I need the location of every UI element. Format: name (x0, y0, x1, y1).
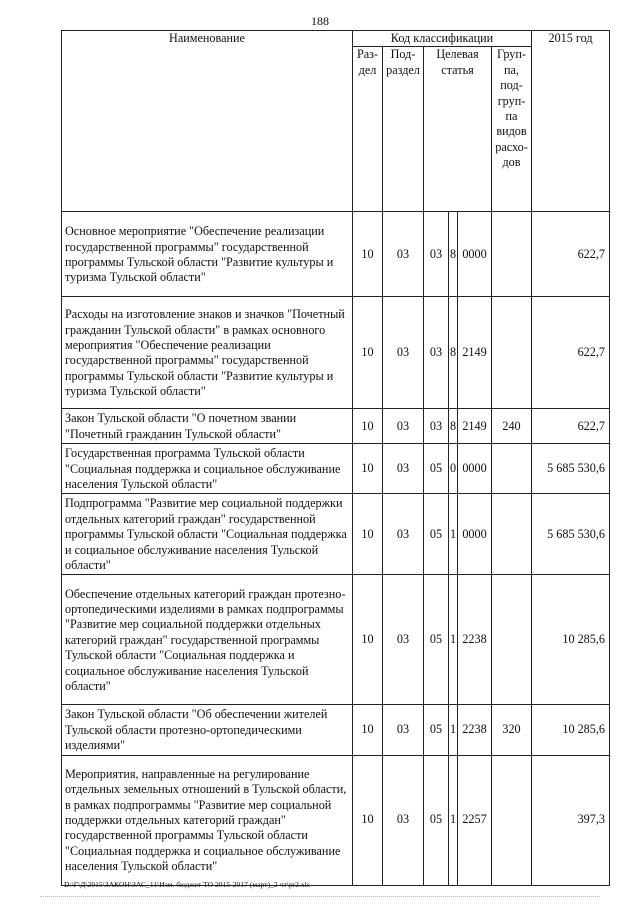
row-amount: 5 685 530,6 (532, 494, 610, 575)
footer-file-path: D:\Г\Д\2015\ЗАКОН\ЗАС_11\Изм. бюджет ТО 2015-2017 (март)_2 чт\pr2.xls (64, 880, 310, 889)
row-cs-code: 2149 (458, 297, 492, 409)
row-podrazdel: 03 (383, 409, 424, 444)
header-expense-group: Груп- па, под- груп- па видов расхо- дов (492, 47, 532, 212)
row-cs-code: 0000 (458, 494, 492, 575)
scan-artifact-line (40, 896, 600, 898)
row-cs-program: 03 (424, 297, 449, 409)
row-name: Государственная программа Тульской области "Социальная поддержка и социальное обслуживание населения Тульской области" (62, 444, 353, 494)
row-name: Основное мероприятие "Обеспечение реализации государственной программы" государственной программы Тульской области "Развитие культуры и туризма Тульской области" (62, 212, 353, 297)
row-name: Мероприятия, направленные на регулирование отдельных земельных отношений в Тульской области, в рамках подпрограммы "Развитие мер социальной поддержки отдельных категорий граждан" государственной программы Тульской области "Социальная поддержка и социальное обслуживание населения Тульской области" (62, 755, 353, 885)
row-cs-program: 03 (424, 409, 449, 444)
row-amount: 622,7 (532, 409, 610, 444)
row-cs-sub: 0 (449, 444, 458, 494)
row-amount: 622,7 (532, 297, 610, 409)
row-cs-sub: 1 (449, 705, 458, 755)
row-cs-code: 0000 (458, 444, 492, 494)
row-amount: 5 685 530,6 (532, 444, 610, 494)
header-subsection: Под- раздел (383, 47, 424, 212)
row-cs-sub: 1 (449, 575, 458, 705)
row-amount: 10 285,6 (532, 705, 610, 755)
table-row (62, 297, 610, 409)
row-amount: 397,3 (532, 755, 610, 885)
row-cs-program: 03 (424, 212, 449, 297)
row-razdel: 10 (353, 494, 383, 575)
header-year: 2015 год (532, 31, 610, 212)
header-classification-code: Код классификации (353, 31, 532, 47)
row-cs-sub: 8 (449, 212, 458, 297)
row-podrazdel: 03 (383, 575, 424, 705)
row-podrazdel: 03 (383, 297, 424, 409)
row-cs-code: 2149 (458, 409, 492, 444)
row-podrazdel: 03 (383, 212, 424, 297)
row-cs-program: 05 (424, 755, 449, 885)
row-vid (492, 444, 532, 494)
row-podrazdel: 03 (383, 705, 424, 755)
table-row (62, 575, 610, 705)
row-cs-code: 2257 (458, 755, 492, 885)
header-target-article: Целевая статья (424, 47, 492, 212)
row-cs-program: 05 (424, 494, 449, 575)
row-cs-program: 05 (424, 575, 449, 705)
row-razdel: 10 (353, 444, 383, 494)
row-cs-code: 2238 (458, 705, 492, 755)
row-vid (492, 297, 532, 409)
row-amount: 10 285,6 (532, 575, 610, 705)
row-cs-code: 2238 (458, 575, 492, 705)
row-vid (492, 575, 532, 705)
table-row (62, 494, 610, 575)
page-number: 188 (311, 14, 329, 28)
row-cs-program: 05 (424, 705, 449, 755)
header-section: Раз- дел (353, 47, 383, 212)
row-podrazdel: 03 (383, 494, 424, 575)
budget-table (61, 30, 610, 886)
row-name: Подпрограмма "Развитие мер социальной поддержки отдельных категорий граждан" государственной программы Тульской области "Социальная поддержка и социальное обслуживание населения Тульской области" (62, 494, 353, 575)
row-vid: 320 (492, 705, 532, 755)
row-amount: 622,7 (532, 212, 610, 297)
row-razdel: 10 (353, 705, 383, 755)
row-vid (492, 494, 532, 575)
table-row (62, 705, 610, 755)
row-razdel: 10 (353, 409, 383, 444)
row-cs-sub: 1 (449, 755, 458, 885)
header-name: Наименование (62, 31, 353, 212)
row-podrazdel: 03 (383, 444, 424, 494)
row-cs-sub: 8 (449, 409, 458, 444)
table-row (62, 409, 610, 444)
row-podrazdel: 03 (383, 755, 424, 885)
row-name: Обеспечение отдельных категорий граждан протезно-ортопедическими изделиями в рамках подпрограммы "Развитие мер социальной поддержки отдельных категорий граждан" государственной программы Тульской области "Социальная поддержка и социальное обслуживание населения Тульской области" (62, 575, 353, 705)
row-cs-sub: 1 (449, 494, 458, 575)
row-vid: 240 (492, 409, 532, 444)
table-row (62, 444, 610, 494)
row-vid (492, 755, 532, 885)
row-cs-sub: 8 (449, 297, 458, 409)
row-razdel: 10 (353, 755, 383, 885)
table-row (62, 212, 610, 297)
row-vid (492, 212, 532, 297)
row-razdel: 10 (353, 575, 383, 705)
row-razdel: 10 (353, 212, 383, 297)
row-razdel: 10 (353, 297, 383, 409)
row-name: Закон Тульской области "Об обеспечении жителей Тульской области протезно-ортопедическими изделиями" (62, 705, 353, 755)
row-name: Закон Тульской области "О почетном звании "Почетный гражданин Тульской области" (62, 409, 353, 444)
row-name: Расходы на изготовление знаков и значков "Почетный гражданин Тульской области" в рамках основного мероприятия "Обеспечение реализации государственной программы" государственной программы Тульской области "Развитие культуры и туризма Тульской области" (62, 297, 353, 409)
row-cs-code: 0000 (458, 212, 492, 297)
table-row (62, 755, 610, 885)
row-cs-program: 05 (424, 444, 449, 494)
